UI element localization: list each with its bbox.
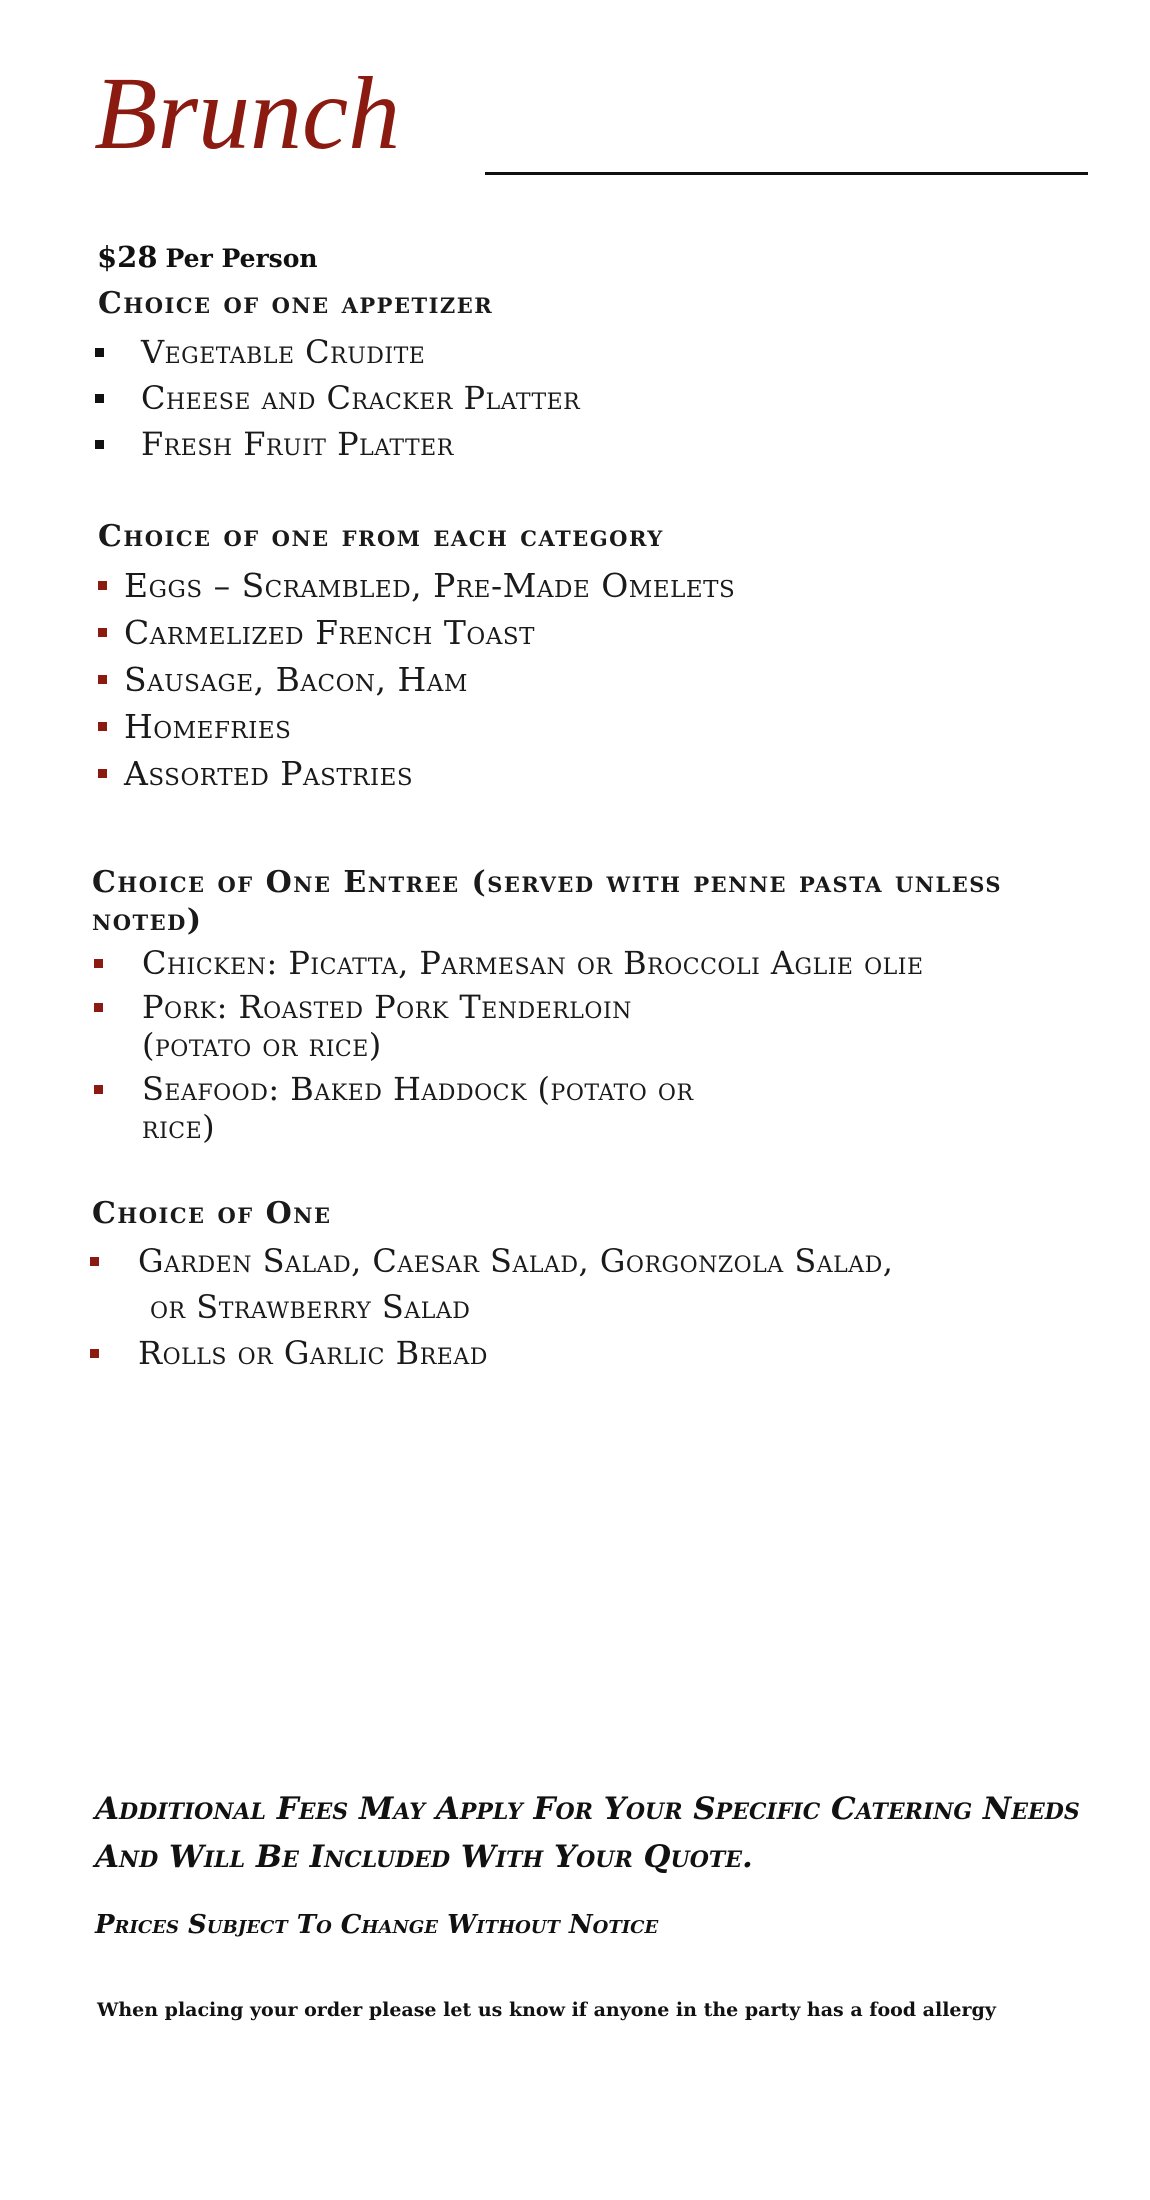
list-item bbox=[90, 1238, 1130, 1330]
item-label: Seafood: Baked Haddock (potato or bbox=[142, 1070, 694, 1108]
item-label: Cheese and Cracker Platter bbox=[141, 379, 581, 417]
item-label: Fresh Fruit Platter bbox=[141, 425, 454, 463]
item-note: or Strawberry Salad bbox=[150, 1288, 471, 1326]
item-label: Chicken: Picatta, Parmesan or Broccoli Aglie olie bbox=[142, 944, 924, 982]
item-label: Pork: Roasted Pork Tenderloin bbox=[142, 988, 632, 1026]
list-item bbox=[98, 656, 735, 703]
price-unit: Per Person bbox=[165, 244, 318, 273]
list-item bbox=[95, 375, 580, 421]
square-bullet-icon bbox=[98, 675, 107, 684]
price-amount: $28 bbox=[97, 240, 158, 274]
square-bullet-icon bbox=[95, 440, 104, 449]
square-bullet-icon bbox=[98, 722, 107, 731]
allergy-notice: When placing your order please let us know if anyone in the party has a food allergy bbox=[97, 1999, 996, 2021]
square-bullet-icon bbox=[95, 348, 104, 357]
list-item bbox=[98, 609, 735, 656]
list-item bbox=[95, 421, 580, 467]
square-bullet-icon bbox=[98, 628, 107, 637]
list-item bbox=[98, 703, 735, 750]
item-note: (potato or rice) bbox=[142, 1026, 382, 1064]
sides-list bbox=[90, 1238, 1130, 1376]
list-item bbox=[94, 1070, 1134, 1146]
title-underline bbox=[485, 172, 1088, 175]
item-label: Rolls or Garlic Bread bbox=[138, 1334, 488, 1372]
category-list bbox=[98, 562, 735, 797]
item-label: Assorted Pastries bbox=[124, 754, 414, 793]
item-label: Homefries bbox=[124, 707, 292, 746]
list-item bbox=[98, 750, 735, 797]
list-item bbox=[95, 329, 580, 375]
price-line bbox=[97, 240, 318, 274]
square-bullet-icon bbox=[98, 769, 107, 778]
appetizer-heading: Choice of one appetizer bbox=[98, 286, 494, 321]
square-bullet-icon bbox=[94, 1085, 103, 1094]
list-item bbox=[94, 944, 1134, 982]
item-note: rice) bbox=[142, 1108, 216, 1146]
square-bullet-icon bbox=[98, 581, 107, 590]
appetizer-list bbox=[95, 329, 580, 467]
list-item bbox=[94, 988, 1134, 1064]
item-label: Garden Salad, Caesar Salad, Gorgonzola Salad, bbox=[138, 1242, 894, 1280]
fees-notice: Additional Fees May Apply For Your Specific Catering Needs And Will Be Included With Your Quote. bbox=[95, 1791, 1080, 1875]
item-label: Eggs – Scrambled, Pre-Made Omelets bbox=[124, 566, 736, 605]
square-bullet-icon bbox=[90, 1257, 99, 1266]
entree-heading: Choice of One Entree (served with penne pasta unless noted) bbox=[92, 865, 1003, 938]
list-item bbox=[90, 1330, 1130, 1376]
item-label: Sausage, Bacon, Ham bbox=[124, 660, 468, 699]
menu-title: Brunch bbox=[94, 56, 401, 171]
square-bullet-icon bbox=[95, 394, 104, 403]
category-heading: Choice of one from each category bbox=[98, 519, 664, 554]
item-label: Carmelized French Toast bbox=[124, 613, 535, 652]
square-bullet-icon bbox=[90, 1349, 99, 1358]
list-item bbox=[98, 562, 735, 609]
prices-notice: Prices Subject To Change Without Notice bbox=[95, 1910, 659, 1940]
sides-heading: Choice of One bbox=[92, 1196, 332, 1231]
item-label: Vegetable Crudite bbox=[141, 333, 426, 371]
square-bullet-icon bbox=[94, 1003, 103, 1012]
square-bullet-icon bbox=[94, 959, 103, 968]
entree-list bbox=[94, 944, 1134, 1152]
